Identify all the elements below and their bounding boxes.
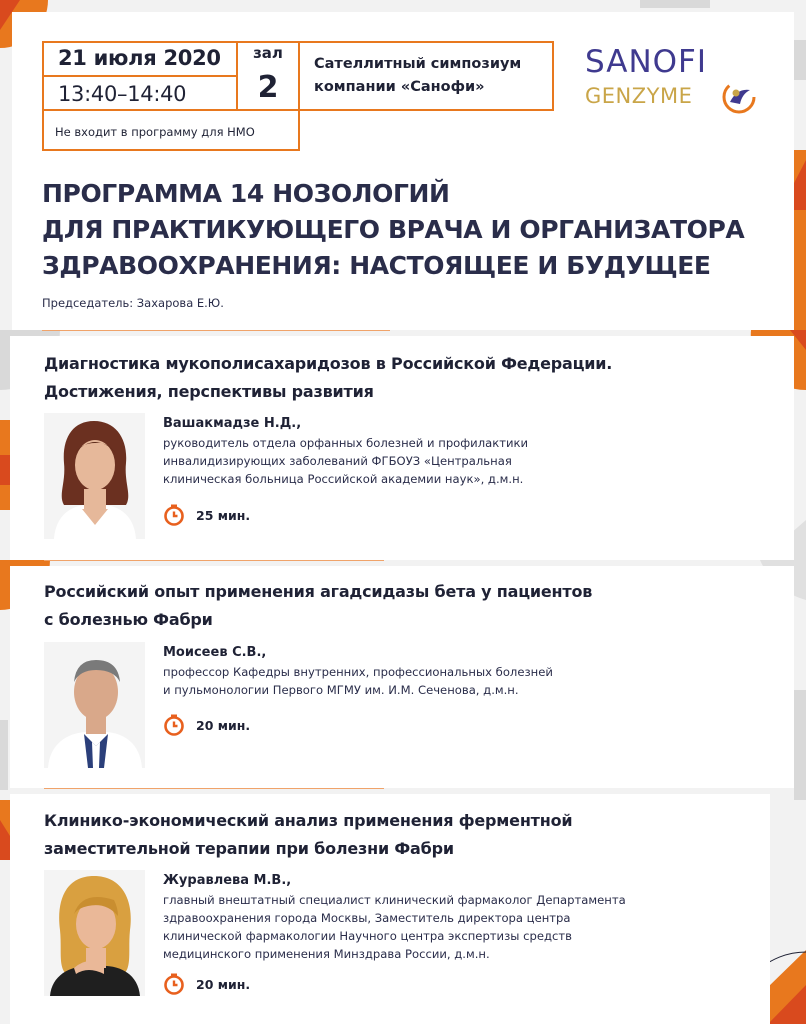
header-divider bbox=[42, 41, 44, 151]
hall-number: 2 bbox=[257, 70, 279, 105]
duration-label: 25 мин. bbox=[196, 507, 251, 523]
speaker-description bbox=[163, 663, 663, 699]
talk-title-line: Диагностика мукополисахаридозов в Российской Федерации. bbox=[44, 354, 613, 373]
sanofi-bird-logo-icon bbox=[722, 80, 756, 114]
header-divider bbox=[44, 75, 236, 77]
talk-title bbox=[44, 807, 644, 863]
hall-label: зал bbox=[253, 44, 283, 62]
speaker-description-line: клиническая больница Российской академии наук», д.м.н. bbox=[163, 472, 524, 486]
speaker-name: Журавлева М.В., bbox=[163, 873, 292, 888]
speaker-description bbox=[163, 891, 663, 963]
speaker-description bbox=[163, 434, 663, 488]
clock-icon bbox=[163, 973, 185, 995]
speaker-description-line: и пульмонологии Первого МГМУ им. И.М. Сеченова, д.м.н. bbox=[163, 683, 519, 697]
talk-title bbox=[44, 350, 644, 406]
talk-title bbox=[44, 578, 644, 634]
separator-line bbox=[44, 788, 384, 789]
genzyme-logo-text: GENZYME bbox=[585, 84, 693, 108]
separator-line bbox=[44, 560, 384, 561]
event-time: 13:40–14:40 bbox=[58, 82, 187, 106]
event-date: 21 июля 2020 bbox=[58, 46, 221, 70]
talk-title-line: Клинико-экономический анализ применения ферментной bbox=[44, 811, 573, 830]
speaker-description-line: клинической фармакологии Научного центра экспертизы средств bbox=[163, 929, 572, 943]
symposium-label: Сателлитный симпозиум компании «Санофи» bbox=[314, 56, 522, 95]
speaker-description-line: здравоохранения города Москвы, Заместитель директора центра bbox=[163, 911, 571, 925]
program-title-line: ДЛЯ ПРАКТИКУЮЩЕГО ВРАЧА И ОРГАНИЗАТОРА bbox=[42, 215, 745, 244]
speaker-description-line: инвалидизирующих заболеваний ФГБОУЗ «Центральная bbox=[163, 454, 512, 468]
chairperson: Председатель: Захарова Е.Ю. bbox=[42, 296, 224, 310]
duration bbox=[163, 503, 250, 527]
sanofi-logo-text: SANOFI bbox=[585, 44, 708, 80]
nmo-note: Не входит в программу для НМО bbox=[55, 125, 255, 139]
header-divider bbox=[42, 149, 300, 151]
speaker-photo bbox=[44, 642, 145, 768]
duration-label: 20 мин. bbox=[196, 717, 251, 733]
clock-icon bbox=[163, 714, 185, 736]
talk-title-line: Российский опыт применения агадсидазы бета у пациентов bbox=[44, 582, 593, 601]
program-title-line: ПРОГРАММА 14 НОЗОЛОГИЙ bbox=[42, 179, 450, 208]
program-title-line: ЗДРАВООХРАНЕНИЯ: НАСТОЯЩЕЕ И БУДУЩЕЕ bbox=[42, 251, 711, 280]
duration-label: 20 мин. bbox=[196, 976, 251, 992]
talk-title-line: с болезнью Фабри bbox=[44, 610, 213, 629]
speaker-photo bbox=[44, 413, 145, 539]
speaker-name: Моисеев С.В., bbox=[163, 645, 267, 660]
speaker-description-line: руководитель отдела орфанных болезней и профилактики bbox=[163, 436, 529, 450]
talk-title-line: заместительной терапии при болезни Фабри bbox=[44, 839, 454, 858]
speaker-description-line: главный внештатный специалист клинический фармаколог Департамента bbox=[163, 893, 626, 907]
speaker-description-line: профессор Кафедры внутренних, профессиональных болезней bbox=[163, 665, 553, 679]
speaker-photo bbox=[44, 870, 145, 996]
speaker-description-line: медицинского применения Минздрава России, д.м.н. bbox=[163, 947, 490, 961]
program-title bbox=[42, 176, 782, 284]
duration bbox=[163, 972, 250, 996]
clock-icon bbox=[163, 504, 185, 526]
separator-line bbox=[42, 330, 390, 331]
talk-title-line: Достижения, перспективы развития bbox=[44, 382, 374, 401]
header-divider bbox=[298, 41, 300, 151]
speaker-name: Вашакмадзе Н.Д., bbox=[163, 416, 302, 431]
duration bbox=[163, 713, 250, 737]
